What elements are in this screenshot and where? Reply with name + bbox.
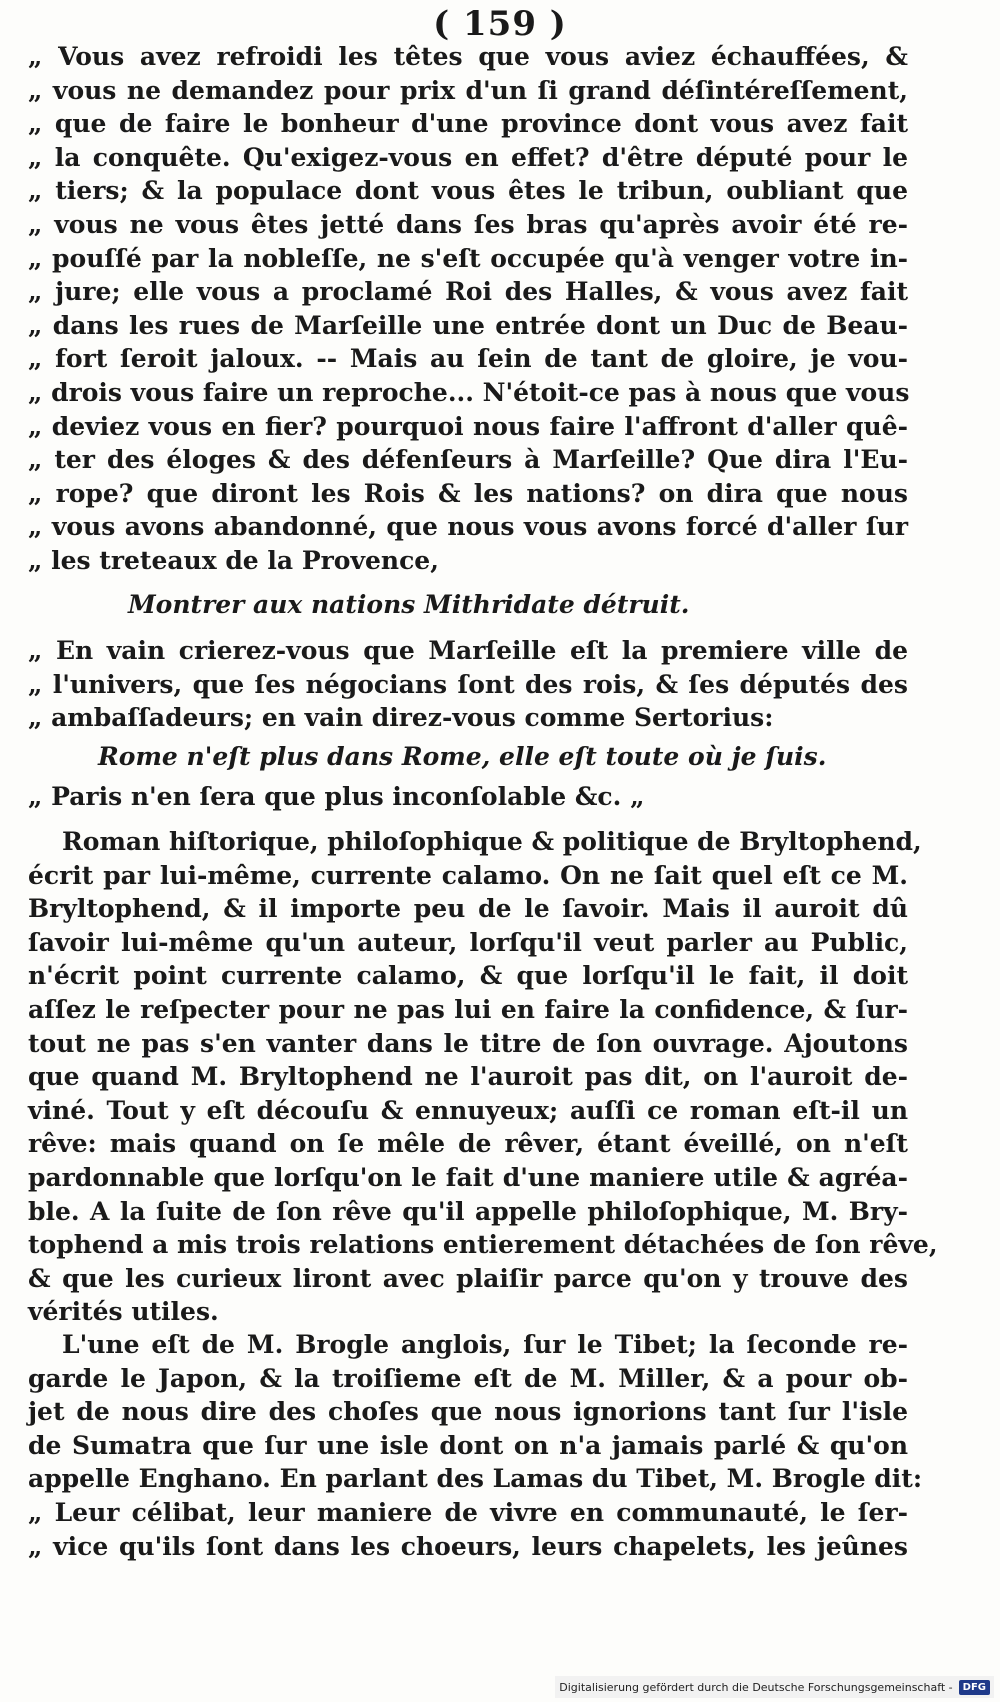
text-line: n'écrit point currente calamo, & que lorſqu'il le fait, il doit <box>28 961 908 991</box>
text-line: „ Leur célibat, leur maniere de vivre en communauté, le ſer- <box>28 1497 908 1527</box>
text-line: „ deviez vous en fier? pourquoi nous faire l'affront d'aller quê- <box>28 411 908 441</box>
dfg-logo: DFG <box>959 1680 990 1695</box>
text-line: écrit par lui-même, currente calamo. On ne ſait quel eſt ce M. <box>28 860 908 890</box>
quoted-paragraph-3 <box>28 780 908 814</box>
text-line: „ tiers; & la populace dont vous êtes le tribun, oubliant que <box>28 176 908 206</box>
footer-text: Digitalisierung gefördert durch die Deutsche Forschungsgemeinschaft - <box>559 1680 953 1694</box>
text-line: „ Paris n'en ſera que plus inconſolable &c. „ <box>28 782 645 811</box>
text-line: „ vous ne demandez pour prix d'un ſi grand déſintéreſſement, <box>28 75 908 105</box>
text-line: pardonnable que lorſqu'on le fait d'une maniere utile & agréa- <box>28 1162 908 1192</box>
text-line: & que les curieux liront avec plaiſir parce qu'on y trouve des <box>28 1263 908 1293</box>
verse-line-2: Rome n'eſt plus dans Rome, elle eſt toute où je ſuis. <box>98 742 827 771</box>
text-line: aſſez le reſpecter pour ne pas lui en faire la confidence, & ſur- <box>28 994 908 1024</box>
text-line: garde le Japon, & la troiſieme eſt de M. Miller, & a pour ob- <box>28 1363 908 1393</box>
text-line: L'une eſt de M. Brogle anglois, ſur le Tibet; la ſeconde re- <box>62 1330 908 1359</box>
verse-line-1: Montrer aux nations Mithridate détruit. <box>128 590 690 619</box>
quoted-paragraph-1 <box>28 40 908 578</box>
text-line: „ jure; elle vous a proclamé Roi des Halles, & vous avez fait <box>28 277 908 307</box>
text-line: jet de nous dire des choſes que nous ignorions tant ſur l'isle <box>28 1397 908 1427</box>
text-line: vérités utiles. <box>28 1297 219 1327</box>
text-line: „ l'univers, que ſes négocians ſont des rois, & ſes députés des <box>28 669 908 699</box>
review-paragraph <box>28 825 938 1329</box>
text-line: „ Vous avez refroidi les têtes que vous aviez échauffées, & <box>28 42 908 71</box>
relations-paragraph <box>28 1328 923 1563</box>
page-number: ( 159 ) <box>433 4 567 44</box>
text-line: ble. A la ſuite de ſon rêve qu'il appelle philoſophique, M. Bry- <box>28 1196 908 1226</box>
text-line: „ pouſſé par la nobleſſe, ne s'eſt occupée qu'à venger votre in- <box>28 243 908 273</box>
text-line: ſavoir lui-même qu'un auteur, lorſqu'il veut parler au Public, <box>28 927 908 957</box>
text-line: „ fort ſeroit jaloux. -- Mais au ſein de tant de gloire, je vou- <box>28 344 908 374</box>
text-line: „ dans les rues de Marſeille une entrée dont un Duc de Beau- <box>28 310 908 340</box>
text-line: Bryltophend, & il importe peu de le ſavoir. Mais il auroit dû <box>28 894 908 924</box>
text-line: „ vice qu'ils ſont dans les choeurs, leurs chapelets, les jeûnes <box>28 1531 908 1561</box>
text-line: viné. Tout y eſt découſu & ennuyeux; auſſi ce roman eſt-il un <box>28 1095 908 1125</box>
text-line: tophend a mis trois relations entierement détachées de ſon rêve, <box>28 1230 938 1260</box>
text-line: „ drois vous faire un reproche... N'étoit-ce pas à nous que vous <box>28 377 910 407</box>
text-line: „ ter des éloges & des défenſeurs à Marſeille? Que dira l'Eu- <box>28 445 908 475</box>
text-line: „ ambaſſadeurs; en vain direz-vous comme Sertorius: <box>28 703 774 733</box>
text-line: „ vous avons abandonné, que nous vous avons forcé d'aller ſur <box>28 512 908 542</box>
footer-credit <box>555 1676 994 1698</box>
text-line: tout ne pas s'en vanter dans le titre de ſon ouvrage. Ajoutons <box>28 1028 908 1058</box>
text-line: „ que de faire le bonheur d'une province dont vous avez fait <box>28 109 908 139</box>
text-line: que quand M. Bryltophend ne l'auroit pas dit, on l'auroit de- <box>28 1062 908 1092</box>
text-line: Roman hiſtorique, philoſophique & politique de Bryltophend, <box>62 827 922 856</box>
text-line: „ vous ne vous êtes jetté dans ſes bras qu'après avoir été re- <box>28 209 908 239</box>
text-line: appelle Enghano. En parlant des Lamas du Tibet, M. Brogle dit: <box>28 1464 923 1494</box>
text-line: de Sumatra que ſur une isle dont on n'a jamais parlé & qu'on <box>28 1430 908 1460</box>
text-line: „ En vain crierez-vous que Marſeille eſt la premiere ville de <box>28 636 908 665</box>
quoted-paragraph-2 <box>28 634 908 735</box>
text-line: „ les treteaux de la Provence, <box>28 545 439 575</box>
text-line: rêve: mais quand on ſe mêle de rêver, étant éveillé, on n'eſt <box>28 1129 908 1159</box>
text-line: „ rope? que diront les Rois & les nations? on dira que nous <box>28 478 908 508</box>
text-line: „ la conquête. Qu'exigez-vous en effet? d'être député pour le <box>28 142 908 172</box>
